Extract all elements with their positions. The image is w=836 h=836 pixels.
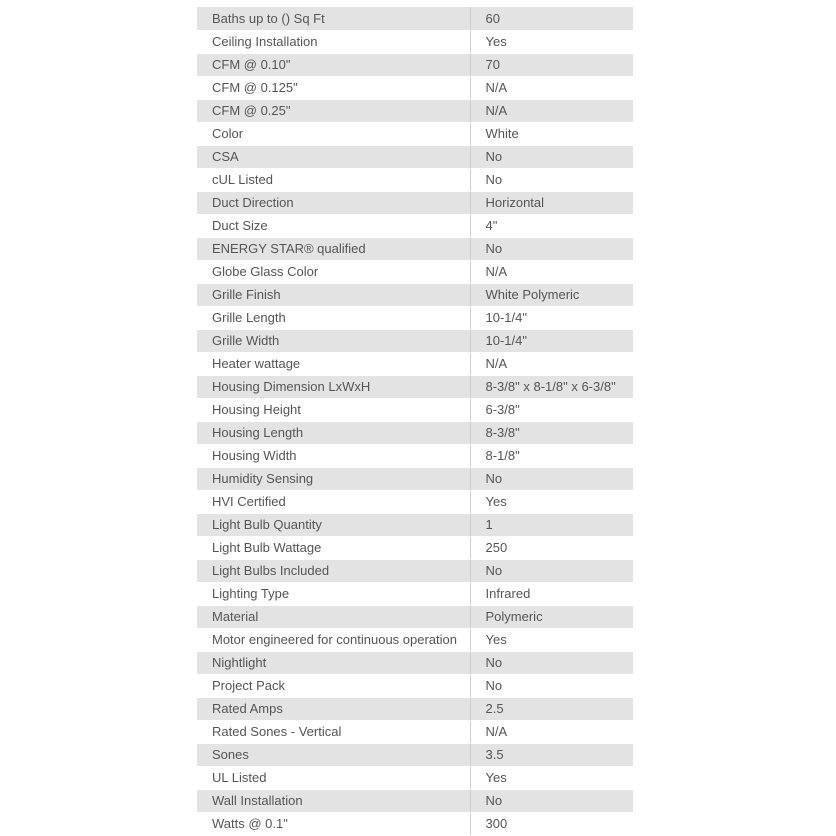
spec-label: Humidity Sensing (197, 467, 470, 490)
spec-label: UL Listed (197, 766, 470, 789)
spec-label: Color (197, 122, 470, 145)
spec-value: No (470, 168, 633, 191)
spec-row (197, 513, 633, 536)
spec-value: 250 (470, 536, 633, 559)
spec-row (197, 260, 633, 283)
spec-value: White Polymeric (470, 283, 633, 306)
spec-value: No (470, 789, 633, 812)
spec-row (197, 812, 633, 835)
spec-value: No (470, 651, 633, 674)
spec-value: Infrared (470, 582, 633, 605)
spec-row (197, 283, 633, 306)
spec-row (197, 697, 633, 720)
spec-row (197, 53, 633, 76)
spec-row (197, 421, 633, 444)
spec-label: Material (197, 605, 470, 628)
spec-label: CFM @ 0.10" (197, 53, 470, 76)
spec-row (197, 789, 633, 812)
spec-label: Light Bulbs Included (197, 559, 470, 582)
spec-label: CSA (197, 145, 470, 168)
specifications-table (197, 7, 633, 836)
spec-row (197, 375, 633, 398)
spec-value: Yes (470, 766, 633, 789)
spec-label: Project Pack (197, 674, 470, 697)
spec-value: 70 (470, 53, 633, 76)
spec-value: No (470, 237, 633, 260)
spec-value: Yes (470, 628, 633, 651)
spec-value: N/A (470, 720, 633, 743)
spec-row (197, 191, 633, 214)
spec-value: No (470, 467, 633, 490)
spec-row (197, 720, 633, 743)
spec-row (197, 536, 633, 559)
spec-row (197, 76, 633, 99)
spec-value: 1 (470, 513, 633, 536)
spec-label: Light Bulb Wattage (197, 536, 470, 559)
spec-value: Yes (470, 30, 633, 53)
spec-row (197, 352, 633, 375)
spec-value: 4" (470, 214, 633, 237)
spec-label: Duct Size (197, 214, 470, 237)
spec-row (197, 674, 633, 697)
spec-value: 3.5 (470, 743, 633, 766)
spec-label: Housing Dimension LxWxH (197, 375, 470, 398)
spec-value: 6-3/8" (470, 398, 633, 421)
spec-row (197, 651, 633, 674)
spec-value: No (470, 559, 633, 582)
spec-label: Lighting Type (197, 582, 470, 605)
spec-row (197, 467, 633, 490)
spec-value: Polymeric (470, 605, 633, 628)
spec-label: cUL Listed (197, 168, 470, 191)
spec-label: Watts @ 0.1" (197, 812, 470, 835)
spec-value: White (470, 122, 633, 145)
spec-value: No (470, 674, 633, 697)
spec-row (197, 214, 633, 237)
spec-value: 60 (470, 7, 633, 30)
spec-value: 2.5 (470, 697, 633, 720)
spec-label: Rated Sones - Vertical (197, 720, 470, 743)
spec-row (197, 145, 633, 168)
spec-label: HVI Certified (197, 490, 470, 513)
spec-value: 8-3/8" x 8-1/8" x 6-3/8" (470, 375, 633, 398)
spec-label: Baths up to () Sq Ft (197, 7, 470, 30)
spec-row (197, 99, 633, 122)
spec-label: CFM @ 0.25" (197, 99, 470, 122)
spec-value: Yes (470, 490, 633, 513)
specifications-table-body (197, 7, 633, 835)
spec-label: Grille Length (197, 306, 470, 329)
spec-label: Wall Installation (197, 789, 470, 812)
spec-label: ENERGY STAR® qualified (197, 237, 470, 260)
spec-label: Globe Glass Color (197, 260, 470, 283)
spec-label: Motor engineered for continuous operation (197, 628, 470, 651)
spec-row (197, 490, 633, 513)
spec-value: N/A (470, 99, 633, 122)
spec-value: Horizontal (470, 191, 633, 214)
spec-value: N/A (470, 352, 633, 375)
spec-row (197, 306, 633, 329)
spec-label: Housing Height (197, 398, 470, 421)
spec-row (197, 30, 633, 53)
spec-value: 8-1/8" (470, 444, 633, 467)
spec-row (197, 444, 633, 467)
spec-label: Nightlight (197, 651, 470, 674)
spec-row (197, 743, 633, 766)
spec-label: Grille Finish (197, 283, 470, 306)
spec-label: Sones (197, 743, 470, 766)
spec-value: No (470, 145, 633, 168)
spec-value: 10-1/4" (470, 306, 633, 329)
spec-row (197, 766, 633, 789)
spec-label: Grille Width (197, 329, 470, 352)
spec-label: Rated Amps (197, 697, 470, 720)
spec-value: 300 (470, 812, 633, 835)
spec-row (197, 168, 633, 191)
spec-label: Housing Length (197, 421, 470, 444)
spec-value: N/A (470, 260, 633, 283)
spec-row (197, 605, 633, 628)
spec-row (197, 582, 633, 605)
spec-value: 8-3/8" (470, 421, 633, 444)
spec-value: 10-1/4" (470, 329, 633, 352)
spec-label: Duct Direction (197, 191, 470, 214)
spec-label: Heater wattage (197, 352, 470, 375)
spec-label: Ceiling Installation (197, 30, 470, 53)
spec-label: Light Bulb Quantity (197, 513, 470, 536)
spec-row (197, 559, 633, 582)
spec-value: N/A (470, 76, 633, 99)
spec-row (197, 7, 633, 30)
spec-label: CFM @ 0.125" (197, 76, 470, 99)
spec-row (197, 398, 633, 421)
spec-row (197, 628, 633, 651)
spec-row (197, 122, 633, 145)
spec-row (197, 329, 633, 352)
spec-label: Housing Width (197, 444, 470, 467)
spec-row (197, 237, 633, 260)
